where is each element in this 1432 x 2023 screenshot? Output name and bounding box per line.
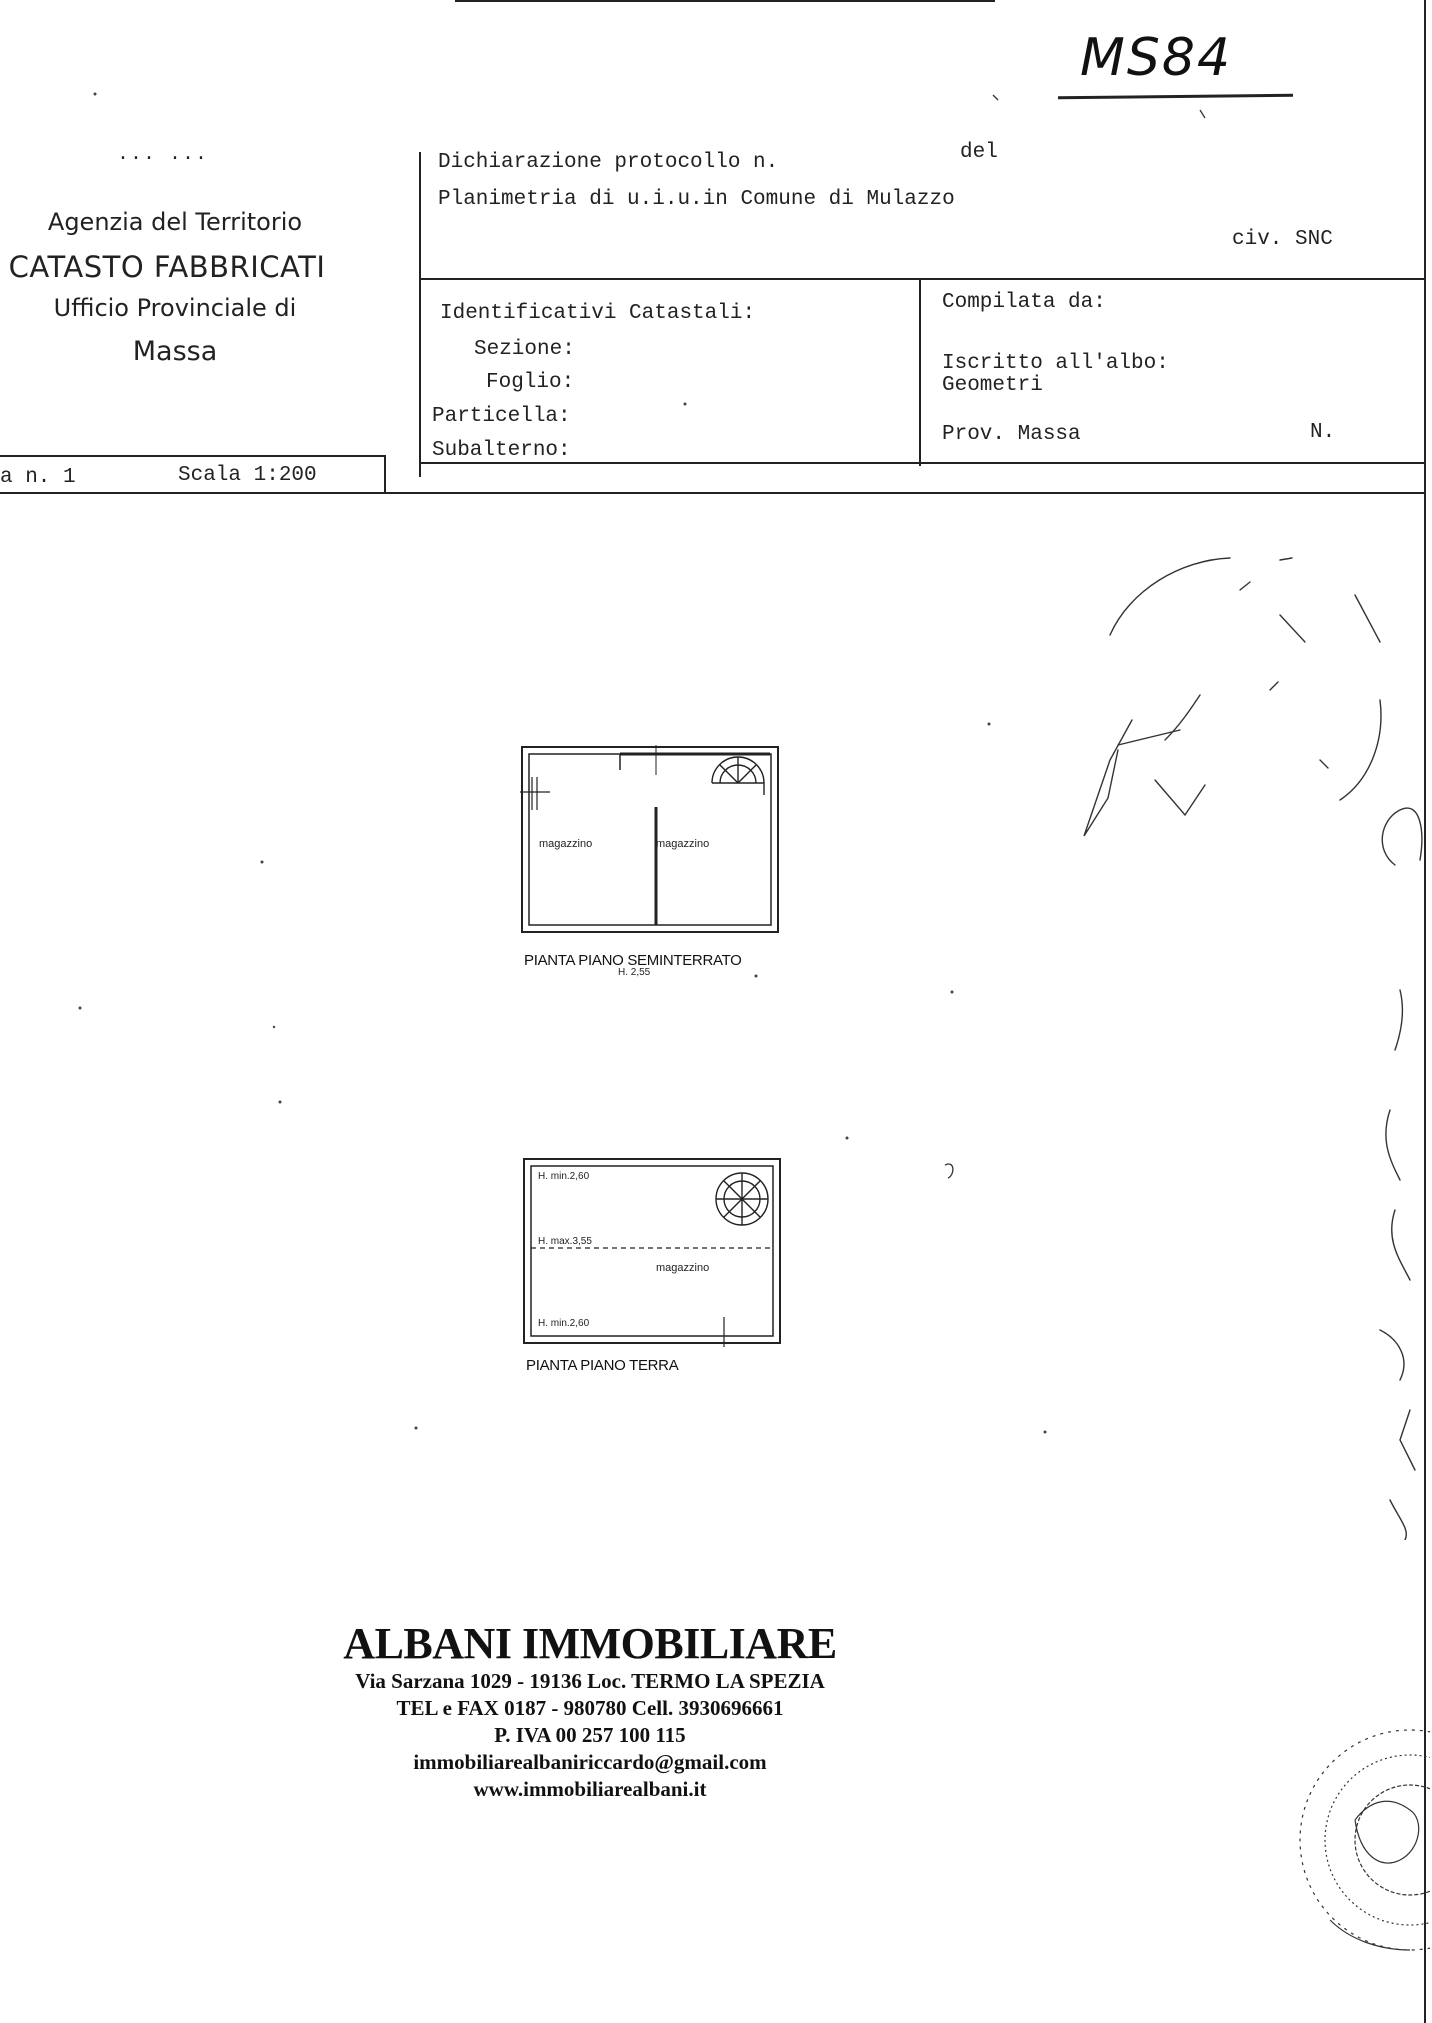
stamp-web: www.immobiliarealbani.it xyxy=(473,1777,707,1801)
basement-room-left-label: magazzino xyxy=(539,838,593,850)
province-label: Prov. Massa xyxy=(942,423,1081,446)
compiled-by-label: Compilata da: xyxy=(942,291,1106,314)
protocol-label: Dichiarazione protocollo n. xyxy=(438,151,779,174)
registered-label: Iscritto all'albo: xyxy=(942,352,1169,375)
office-city: Massa xyxy=(132,336,218,367)
agency-top-cut: ... ... xyxy=(119,140,211,162)
provincial-office: Ufficio Provinciale di xyxy=(53,294,297,322)
sheet-number: a n. 1 xyxy=(0,466,76,489)
stamp-vat: P. IVA 00 257 100 115 xyxy=(494,1723,686,1747)
ground-hmin-top: H. min.2,60 xyxy=(538,1171,590,1182)
date-label: del xyxy=(960,141,998,164)
profession-label: Geometri xyxy=(942,374,1043,397)
identifiers-title: Identificativi Catastali: xyxy=(440,302,756,325)
subalterno-label: Subalterno: xyxy=(432,439,571,462)
ground-room-label: magazzino xyxy=(656,1262,710,1274)
basement-plan-title: PIANTA PIANO SEMINTERRATO xyxy=(524,952,742,969)
particella-label: Particella: xyxy=(432,405,571,428)
cadastre-title: CATASTO FABBRICATI xyxy=(8,250,326,284)
number-label: N. xyxy=(1310,421,1336,444)
sezione-label: Sezione: xyxy=(474,338,575,361)
foglio-label: Foglio: xyxy=(486,371,575,394)
scale-label: Scala 1:200 xyxy=(178,464,317,487)
basement-height: H. 2,55 xyxy=(618,967,651,978)
stamp-address: Via Sarzana 1029 - 19136 Loc. TERMO LA SPEZIA xyxy=(355,1669,825,1693)
basement-room-right-label: magazzino xyxy=(656,838,710,850)
ground-hmax: H. max.3,55 xyxy=(538,1236,592,1247)
ground-plan-title: PIANTA PIANO TERRA xyxy=(526,1357,679,1374)
stamp-phone: TEL e FAX 0187 - 980780 Cell. 3930696661 xyxy=(396,1696,784,1720)
stamp-email: immobiliarealbaniriccardo@gmail.com xyxy=(413,1750,767,1774)
plan-municipality: Planimetria di u.i.u.in Comune di Mulazzo xyxy=(438,188,955,211)
ground-hmin-bottom: H. min.2,60 xyxy=(538,1318,590,1329)
agency-name: Agenzia del Territorio xyxy=(47,208,303,236)
civic-number: civ. SNC xyxy=(1232,228,1333,251)
handwritten-code: MS84 xyxy=(1080,28,1233,88)
stamp-company: ALBANI IMMOBILIARE xyxy=(343,1619,837,1668)
